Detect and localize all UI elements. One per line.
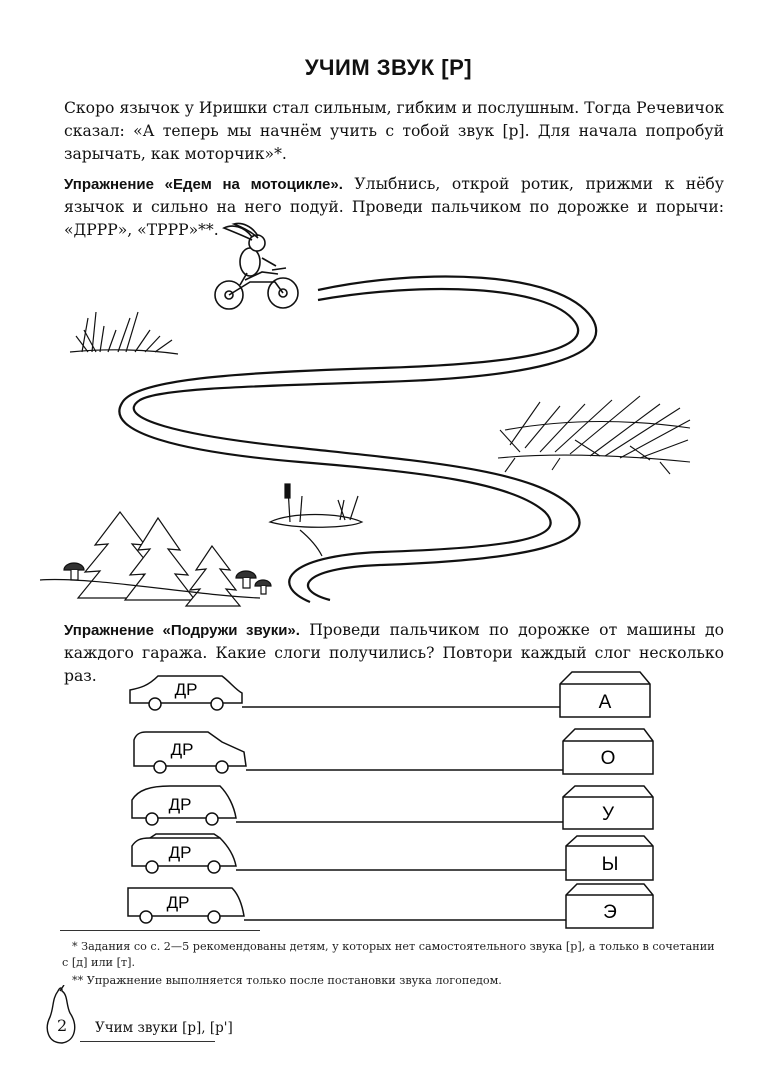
footnote-1: * Задания со с. 2—5 рекомендованы детям, у которых нет самостоятельного звука [р], а только в сочетании с [д] или [т]. (62, 940, 715, 969)
forest-icon (40, 512, 271, 606)
exercise-sounds-title: Упражнение «Подружи звуки». (64, 622, 300, 639)
bunny-motorcycle-icon (215, 224, 298, 310)
vehicles-garages-exercise (0, 660, 777, 930)
vehicle-label-1: ДР (174, 680, 198, 699)
garage-label-2: О (600, 748, 616, 769)
intro-paragraph: Скоро язычок у Иришки стал сильным, гибким и послушным. Тогда Речевичок сказал: «А теперь мы начнём учить с тобой звук [р]. Для начала попробуй зарычать, как моторчик»*. (64, 99, 724, 163)
vehicle-label-4: ДР (168, 843, 192, 862)
footnote-2: ** Упражнение выполняется только после постановки звука логопедом. (72, 974, 502, 987)
vehicle-label-3: ДР (168, 795, 192, 814)
garage-label-4: Ы (601, 854, 619, 875)
exercise-sounds-text: Проведи пальчиком по дорожке от машины до каждого гаража. Какие слоги получились? Повтори каждый слог несколько раз. (64, 621, 724, 685)
page-number: 2 (57, 1016, 68, 1035)
running-title: Учим звуки [р], [р'] (95, 1020, 233, 1036)
garage-label-1: А (598, 692, 612, 713)
reeds-right-icon (498, 396, 690, 474)
exercise-motorcycle-title: Упражнение «Едем на мотоцикле». (64, 176, 343, 193)
running-title-underline (80, 1041, 215, 1042)
vehicle-label-5: ДР (166, 893, 190, 912)
winding-road[interactable] (119, 277, 596, 602)
garage-label-3: У (601, 804, 615, 825)
road-illustration (0, 220, 777, 610)
pond-icon (270, 484, 362, 556)
footnote-divider (60, 930, 260, 931)
vehicle-label-2: ДР (170, 740, 194, 759)
exercise-motorcycle-text: Улыбнись, открой ротик, прижми к нёбу язычок и сильно на него подуй. Проведи пальчиком по дорожке и порычи: «ДРРР», «ТРРР»**. (64, 175, 724, 239)
grass-left-icon (70, 312, 178, 354)
garage-label-5: Э (603, 902, 617, 923)
page-title: УЧИМ ЗВУК [Р] (304, 55, 473, 80)
